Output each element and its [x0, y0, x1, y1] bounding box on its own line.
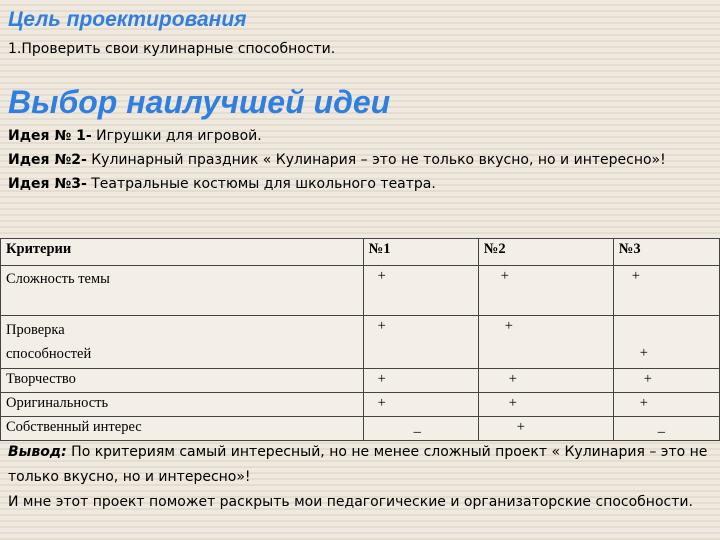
mark: +: [643, 371, 652, 387]
idea-text: Игрушки для игровой.: [91, 128, 262, 144]
mark-cell: [478, 417, 613, 441]
mark-cell: [478, 393, 613, 417]
table-row: [1, 316, 720, 369]
mark: +: [377, 268, 386, 284]
criterion-cell: Сложность темы: [1, 266, 364, 316]
mark: +: [508, 371, 517, 387]
criterion-cell: [1, 316, 364, 369]
mark-cell: [613, 316, 719, 369]
mark-cell: [478, 266, 613, 316]
mark-cell: [363, 266, 478, 316]
mark: _: [413, 419, 421, 435]
table-row: [1, 266, 720, 316]
mark-cell: [478, 369, 613, 393]
mark: +: [508, 395, 517, 411]
mark: +: [377, 318, 386, 334]
header-criteria: Критерии: [1, 239, 364, 266]
mark-cell: [363, 393, 478, 417]
goal-heading: Цель проектирования: [8, 8, 247, 31]
goal-text: 1.Проверить свои кулинарные способности.: [8, 41, 336, 57]
conclusion-label: Вывод:: [8, 444, 67, 460]
idea-label: Идея №2-: [8, 152, 87, 168]
mark: +: [516, 419, 525, 435]
conclusion-line: [8, 440, 708, 490]
mark: +: [631, 268, 640, 284]
table-row: [1, 369, 720, 393]
mark-cell: [613, 417, 719, 441]
mark: +: [500, 268, 509, 284]
idea-text: Театральные костюмы для школьного театра.: [86, 176, 436, 192]
mark-cell: [363, 369, 478, 393]
table-row: [1, 393, 720, 417]
mark-cell: [363, 316, 478, 369]
header-idea-3: №3: [613, 239, 719, 266]
mark-cell: [363, 417, 478, 441]
idea-item: [8, 148, 698, 172]
header-idea-1: №1: [363, 239, 478, 266]
idea-item: [8, 172, 698, 196]
mark: +: [639, 395, 648, 411]
criterion-cell: Оригинальность: [1, 393, 364, 417]
mark-cell: [478, 316, 613, 369]
criterion-cell: Творчество: [1, 369, 364, 393]
idea-label: Идея № 1-: [8, 128, 92, 144]
idea-label: Идея №3-: [8, 176, 87, 192]
conclusion-text: По критериям самый интересный, но не менее сложный проект « Кулинария – это не только вкусно, но и интересно»!: [8, 444, 708, 485]
mark-cell: [613, 393, 719, 417]
ideas-list: [8, 124, 698, 196]
mark: +: [377, 371, 386, 387]
conclusion: [8, 440, 708, 515]
mark: +: [377, 395, 386, 411]
mark-cell: [613, 266, 719, 316]
header-idea-2: №2: [478, 239, 613, 266]
conclusion-line: И мне этот проект поможет раскрыть мои педагогические и организаторские способности.: [8, 494, 693, 510]
idea-item: [8, 124, 698, 148]
mark: +: [639, 345, 648, 361]
choice-heading: Выбор наилучшей идеи: [8, 84, 391, 120]
idea-text: Кулинарный праздник « Кулинария – это не только вкусно, но и интересно»!: [86, 152, 666, 168]
mark-cell: [613, 369, 719, 393]
criterion-label: Проверка способностей: [6, 322, 92, 362]
mark: +: [504, 318, 513, 334]
criteria-table: [0, 238, 720, 441]
table-header-row: [1, 239, 720, 266]
table-row: [1, 417, 720, 441]
mark: _: [657, 419, 665, 435]
criterion-cell: Собственный интерес: [1, 417, 364, 441]
